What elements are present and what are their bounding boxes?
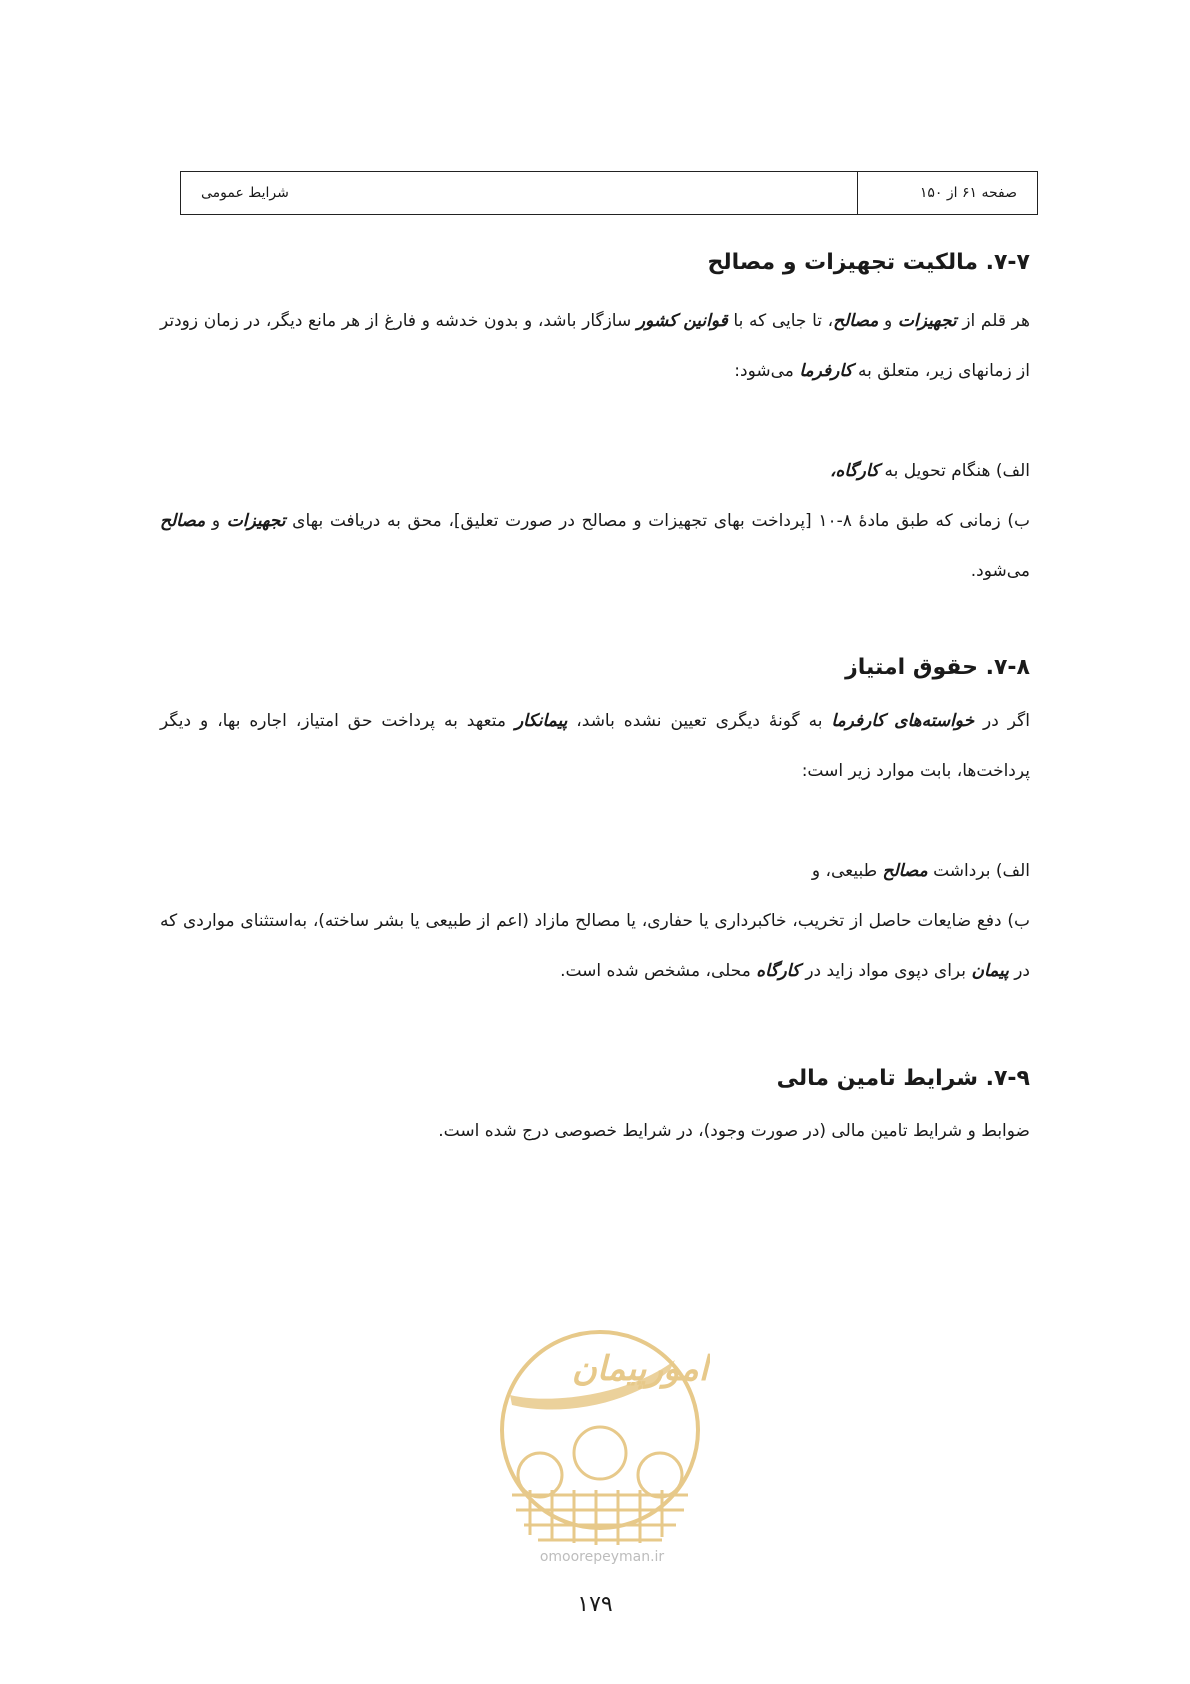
document-title: شرایط عمومی bbox=[201, 185, 289, 201]
page-number: ۱۷۹ bbox=[577, 1592, 613, 1617]
heading-7-9: ۷-۹. شرایط تامین مالی bbox=[776, 1066, 1030, 1091]
page-label: صفحه ۶۱ از ۱۵۰ bbox=[857, 172, 1037, 214]
item-7-8-b: ب) دفع ضایعات حاصل از تخریب، خاکبرداری یا حفاری، یا مصالح مازاد (اعم از طبیعی یا بشر ساخته)، به‌استثنای مواردی که در پیمان برای دپوی مواد زاید در کارگاه محلی، مشخص شده است. bbox=[160, 911, 1030, 981]
paragraph-7-9: ضوابط و شرایط تامین مالی (در صورت وجود)، در شرایط خصوصی درج شده است. bbox=[438, 1121, 1030, 1141]
watermark-site: omoorepeyman.ir bbox=[539, 1549, 665, 1565]
watermark-logo bbox=[490, 1325, 710, 1565]
page-header bbox=[180, 171, 1038, 215]
item-7-7-b: ب) زمانی که طبق مادهٔ ۸-۱۰ [پرداخت بهای تجهیزات و مصالح در صورت تعلیق]، محق به دریافت بهای تجهیزات و مصالح می‌شود. bbox=[160, 511, 1031, 581]
heading-7-8: ۷-۸. حقوق امتیاز bbox=[845, 655, 1030, 680]
paragraph-7-8: اگر در خواسته‌های کارفرما به گونهٔ دیگری تعیین نشده باشد، پیمانکار متعهد به پرداخت حق امتیاز، اجاره بها، و دیگر پرداخت‌ها، بابت موارد زیر است: bbox=[160, 711, 1030, 781]
heading-7-7: ۷-۷. مالکیت تجهیزات و مصالح bbox=[707, 250, 1030, 275]
watermark-logo-text: امورپیمان bbox=[571, 1349, 709, 1389]
item-7-8-a: الف) برداشت مصالح طبیعی، و bbox=[811, 861, 1030, 881]
paragraph-7-7: هر قلم از تجهیزات و مصالح، تا جایی که با قوانین کشور سازگار باشد، و بدون خدشه و فارغ از هر مانع دیگر، در زمان زودتر از زمانهای زیر، متعلق به کارفرما می‌شود: bbox=[160, 311, 1030, 381]
item-7-7-a: الف) هنگام تحویل به کارگاه، bbox=[829, 461, 1030, 481]
